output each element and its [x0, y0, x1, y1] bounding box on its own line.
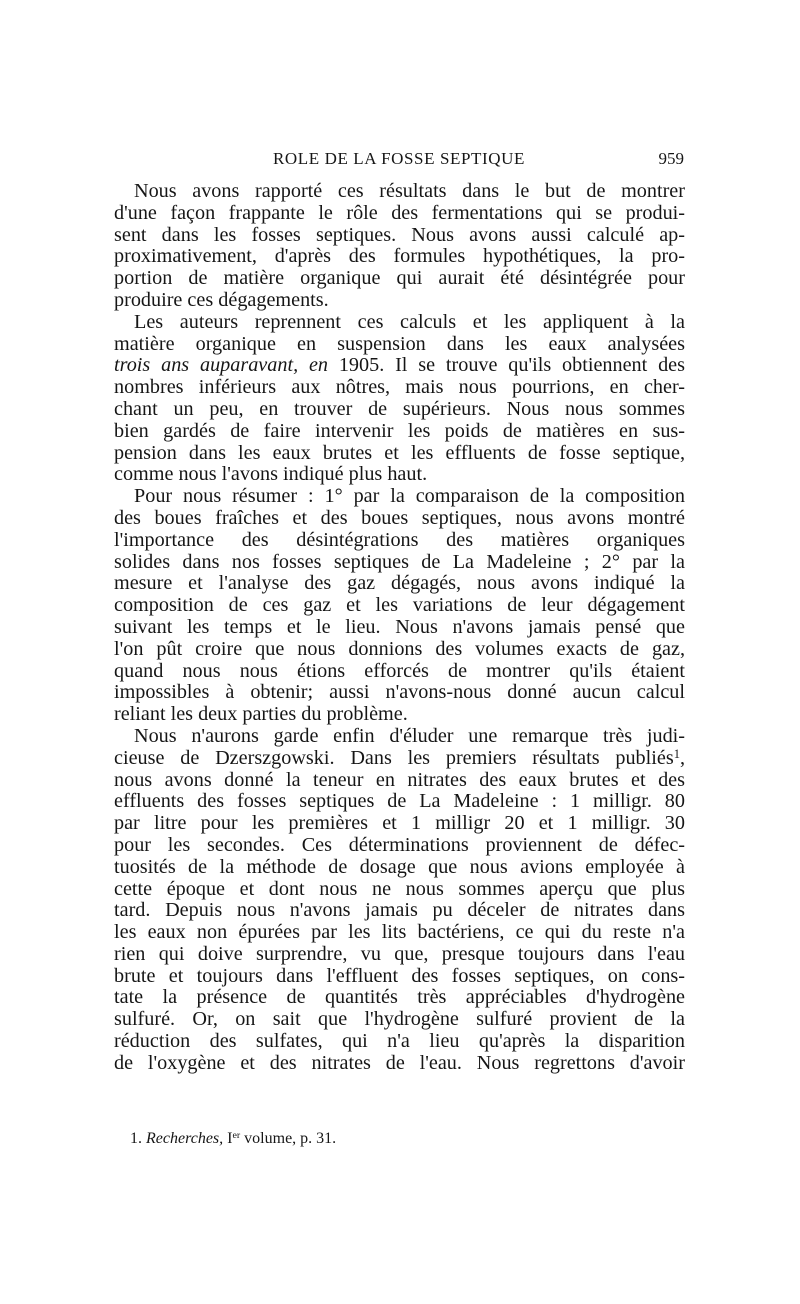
- text-line: l'importance des désintégrations des matières organiques: [114, 529, 685, 551]
- text-line: solides dans nos fosses septiques de La Madeleine ; 2° par la: [114, 551, 685, 573]
- text-line: par litre pour les premières et 1 milligr 20 et 1 milligr. 30: [114, 813, 685, 835]
- text-line: [114, 748, 685, 770]
- body-text: [114, 181, 685, 1075]
- page-title: ROLE DE LA FOSSE SEPTIQUE: [272, 149, 526, 168]
- text-line: produire ces dégagements.: [114, 289, 329, 311]
- footnote-text: volume, p. 31.: [240, 1130, 337, 1147]
- text-line: comme nous l'avons indiqué plus haut.: [114, 464, 428, 486]
- text-line: tuosités de la méthode de dosage que nous avions employée à: [114, 856, 685, 878]
- text-line: réduction des sulfates, qui n'a lieu qu'après la disparition: [114, 1031, 685, 1053]
- text-line: bien gardés de faire intervenir les poids de matières en sus-: [114, 420, 685, 442]
- text-line: les eaux non épurées par les lits bactériens, ce qui du reste n'a: [114, 922, 685, 944]
- text-span: cieuse de Dzerszgowski. Dans les premiers résultats publiés: [114, 747, 674, 769]
- text-line: reliant les deux parties du problème.: [114, 704, 408, 726]
- text-line: matière organique en suspension dans les eaux analysées: [114, 333, 685, 355]
- paragraph-1: [114, 181, 685, 312]
- text-line: cette époque et dont nous ne nous sommes aperçu que plus: [114, 878, 685, 900]
- text-line: portion de matière organique qui aurait été désintégrée pour: [114, 268, 685, 290]
- footnote-superscript: er: [232, 1130, 241, 1142]
- text-line: tate la présence de quantités très appréciables d'hydrogène: [114, 987, 685, 1009]
- text-line: Les auteurs reprennent ces calculs et les appliquent à la: [134, 311, 685, 333]
- text-line: Pour nous résumer : 1° par la comparaison de la composition: [134, 486, 685, 508]
- text-line: chant un peu, en trouver de supérieurs. Nous nous sommes: [114, 398, 685, 420]
- paragraph-4: [114, 726, 685, 1075]
- page-number: 959: [658, 149, 684, 168]
- text-line: nombres inférieurs aux nôtres, mais nous pourrions, en cher-: [114, 377, 685, 399]
- footnote-text: I: [223, 1130, 233, 1147]
- text-line: sent dans les fosses septiques. Nous avons aussi calculé ap-: [114, 224, 685, 246]
- text-span: ,: [679, 747, 685, 769]
- text-line: tard. Depuis nous n'avons jamais pu déceler de nitrates dans: [114, 900, 685, 922]
- footnote-title: Recherches,: [146, 1130, 224, 1147]
- text-line: pension dans les eaux brutes et les effluents de fosse septique,: [114, 442, 685, 464]
- text-line: d'une façon frappante le rôle des fermentations qui se produi-: [114, 202, 685, 224]
- italic-text: trois ans auparavant, en: [114, 355, 328, 377]
- text-line: Nous n'aurons garde enfin d'éluder une remarque très judi-: [134, 725, 685, 747]
- footnote-number: 1.: [130, 1130, 142, 1147]
- text-line: composition de ces gaz et les variations de leur dégagement: [114, 595, 685, 617]
- text-line: rien qui doive surprendre, vu que, presque toujours dans l'eau: [114, 943, 685, 965]
- text-line: mesure et l'analyse des gaz dégagés, nous avons indiqué la: [114, 573, 685, 595]
- footnote: [130, 1129, 336, 1149]
- paragraph-2: [114, 312, 685, 486]
- text-line: Nous avons rapporté ces résultats dans le but de montrer: [134, 181, 685, 202]
- footnote-marker: 1: [673, 747, 680, 761]
- paragraph-3: [114, 486, 685, 726]
- text-line: impossibles à obtenir; aussi n'avons-nous donné aucun calcul: [114, 682, 685, 704]
- text-line: quand nous nous étions efforcés de montrer qu'ils étaient: [114, 660, 685, 682]
- text-span: 1905. Il se trouve qu'ils obtiennent des: [328, 355, 685, 377]
- text-line: proximativement, d'après des formules hypothétiques, la pro-: [114, 246, 685, 268]
- running-head: [114, 146, 684, 172]
- text-line: nous avons donné la teneur en nitrates des eaux brutes et des: [114, 769, 685, 791]
- text-line: pour les secondes. Ces déterminations proviennent de défec-: [114, 834, 685, 856]
- text-line: de l'oxygène et des nitrates de l'eau. Nous regrettons d'avoir: [114, 1052, 685, 1074]
- text-line: brute et toujours dans l'effluent des fosses septiques, on cons-: [114, 965, 685, 987]
- text-line: l'on pût croire que nous donnions des volumes exacts de gaz,: [114, 638, 685, 660]
- text-line: [114, 355, 685, 377]
- text-line: effluents des fosses septiques de La Madeleine : 1 milligr. 80: [114, 791, 685, 813]
- text-line: des boues fraîches et des boues septiques, nous avons montré: [114, 507, 685, 529]
- text-line: sulfuré. Or, on sait que l'hydrogène sulfuré provient de la: [114, 1009, 685, 1031]
- text-line: suivant les temps et le lieu. Nous n'avons jamais pensé que: [114, 616, 685, 638]
